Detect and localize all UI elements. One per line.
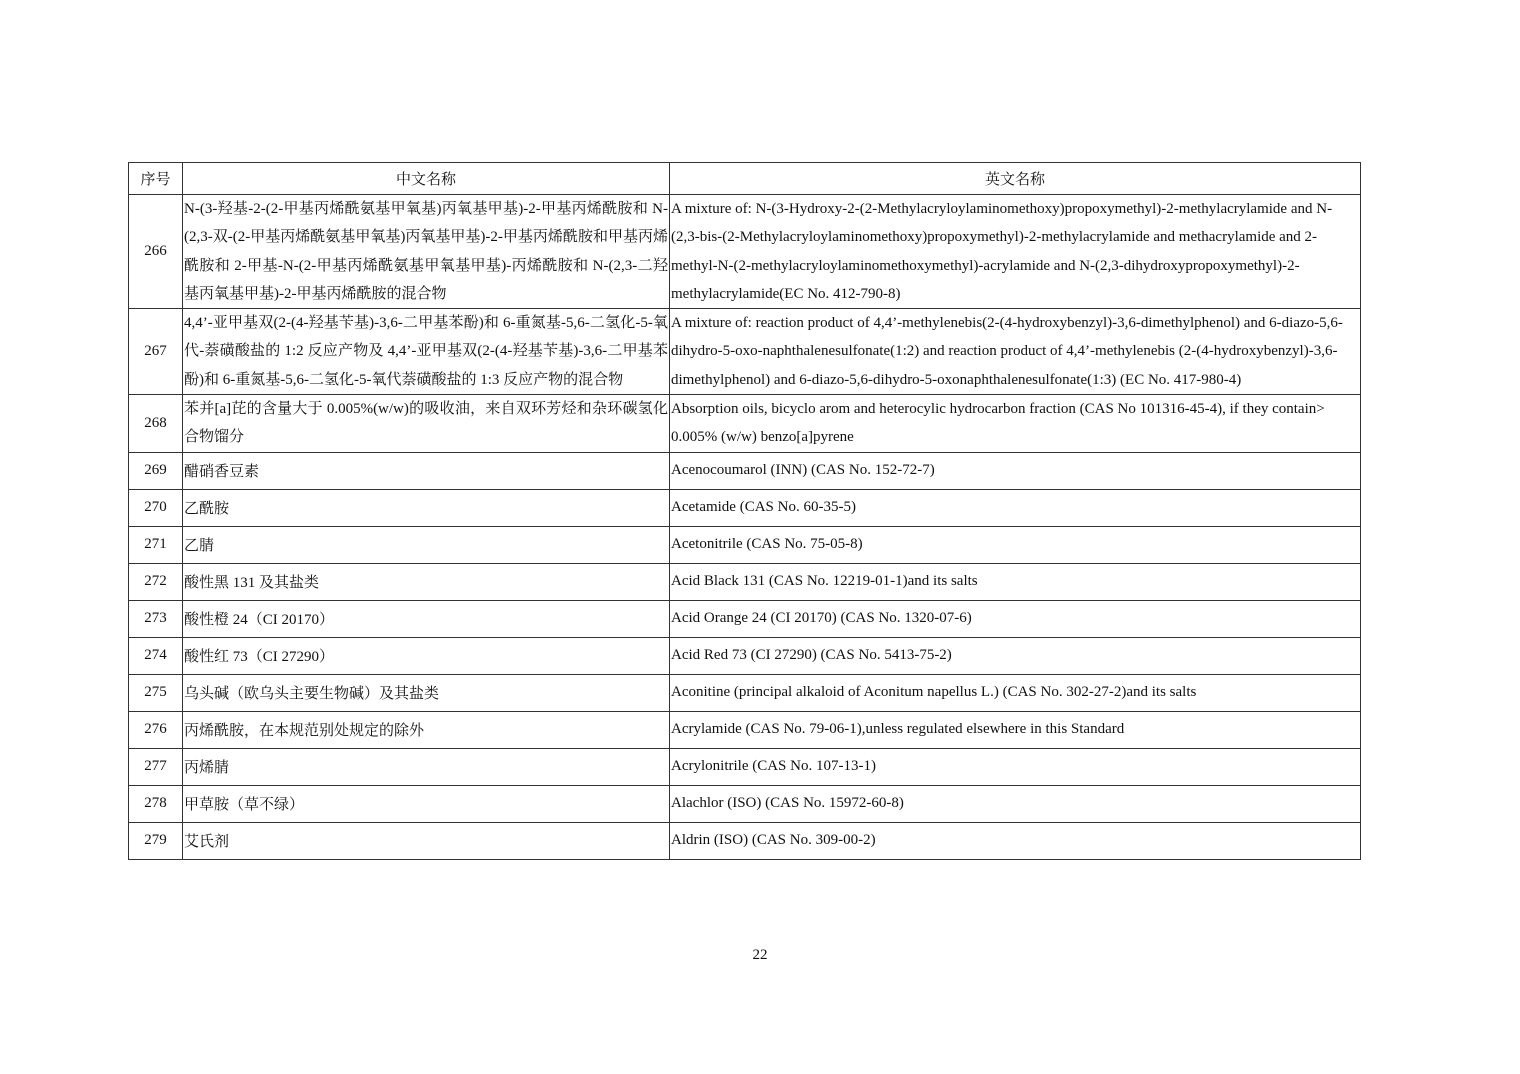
row-english-name: Acrylonitrile (CAS No. 107-13-1) (670, 748, 1361, 785)
row-chinese-name: 酸性红 73（CI 27290） (183, 637, 670, 674)
table-row (129, 489, 1361, 526)
row-english-name: Alachlor (ISO) (CAS No. 15972-60-8) (670, 785, 1361, 822)
table-row (129, 711, 1361, 748)
table-row (129, 637, 1361, 674)
row-chinese-name: N-(3-羟基-2-(2-甲基丙烯酰氨基甲氧基)丙氧基甲基)-2-甲基丙烯酰胺和 N-(2,3-双-(2-甲基丙烯酰氨基甲氧基)丙氧基甲基)-2-甲基丙烯酰胺和甲基丙烯酰胺和 2-甲基-N-(2-甲基丙烯酰氨基甲氧基甲基)-丙烯酰胺和 N-(2,3-二羟基丙氧基甲基)-2-甲基丙烯酰胺的混合物 (183, 195, 670, 309)
row-english-name: A mixture of: N-(3-Hydroxy-2-(2-Methylacryloylaminomethoxy)propoxymethyl)-2-methylacrylamide and N-(2,3-bis-(2-Methylacryloylaminomethoxy)propoxymethyl)-2-methylacrylamide and methacrylamide and 2-methyl-N-(2-methylacryloylaminomethoxymethyl)-acrylamide and N-(2,3-dihydroxypropoxymethyl)-2-methylacrylamide(EC No. 412-790-8) (670, 195, 1361, 309)
row-seq: 270 (129, 489, 183, 526)
table-row (129, 748, 1361, 785)
row-chinese-name: 丙烯酰胺，在本规范别处规定的除外 (183, 711, 670, 748)
header-seq: 序号 (129, 163, 183, 195)
row-seq: 278 (129, 785, 183, 822)
table-row (129, 195, 1361, 309)
row-chinese-name: 醋硝香豆素 (183, 452, 670, 489)
row-chinese-name: 乙酰胺 (183, 489, 670, 526)
row-seq: 276 (129, 711, 183, 748)
table-row (129, 674, 1361, 711)
header-english-name: 英文名称 (670, 163, 1361, 195)
row-chinese-name: 丙烯腈 (183, 748, 670, 785)
row-seq: 277 (129, 748, 183, 785)
table-header-row (129, 163, 1361, 195)
row-english-name: A mixture of: reaction product of 4,4’-methylenebis(2-(4-hydroxybenzyl)-3,6-dimethylphenol) and 6-diazo-5,6-dihydro-5-oxo-naphthalenesulfonate(1:2) and reaction product of 4,4’-methylenebis (2-(4-hydroxybenzyl)-3,6-dimethylphenol) and 6-diazo-5,6-dihydro-5-oxonaphthalenesulfonate(1:3) (EC No. 417-980-4) (670, 309, 1361, 395)
row-english-name: Absorption oils, bicyclo arom and heterocylic hydrocarbon fraction (CAS No 101316-45-4), if they contain> 0.005% (w/w) benzo[a]pyrene (670, 395, 1361, 453)
row-english-name: Aconitine (principal alkaloid of Aconitum napellus L.) (CAS No. 302-27-2)and its salts (670, 674, 1361, 711)
substances-table (128, 162, 1361, 860)
row-chinese-name: 艾氏剂 (183, 822, 670, 859)
row-english-name: Acetonitrile (CAS No. 75-05-8) (670, 526, 1361, 563)
row-english-name: Acid Black 131 (CAS No. 12219-01-1)and its salts (670, 563, 1361, 600)
row-english-name: Acenocoumarol (INN) (CAS No. 152-72-7) (670, 452, 1361, 489)
row-seq: 275 (129, 674, 183, 711)
row-chinese-name: 4,4’-亚甲基双(2-(4-羟基苄基)-3,6-二甲基苯酚)和 6-重氮基-5,6-二氢化-5-氧代-萘磺酸盐的 1:2 反应产物及 4,4’-亚甲基双(2-(4-羟基苄基)-3,6-二甲基苯酚)和 6-重氮基-5,6-二氢化-5-氧代萘磺酸盐的 1:3 反应产物的混合物 (183, 309, 670, 395)
row-chinese-name: 苯并[a]芘的含量大于 0.005%(w/w)的吸收油，来自双环芳烃和杂环碳氢化合物馏分 (183, 395, 670, 453)
row-english-name: Acid Orange 24 (CI 20170) (CAS No. 1320-07-6) (670, 600, 1361, 637)
row-seq: 266 (129, 195, 183, 309)
row-chinese-name: 甲草胺（草不绿） (183, 785, 670, 822)
row-seq: 274 (129, 637, 183, 674)
row-seq: 271 (129, 526, 183, 563)
row-english-name: Acid Red 73 (CI 27290) (CAS No. 5413-75-2) (670, 637, 1361, 674)
row-chinese-name: 酸性橙 24（CI 20170） (183, 600, 670, 637)
table-row (129, 395, 1361, 453)
page-number: 22 (752, 947, 768, 963)
row-chinese-name: 乙腈 (183, 526, 670, 563)
table-row (129, 822, 1361, 859)
row-seq: 279 (129, 822, 183, 859)
table-row (129, 526, 1361, 563)
row-seq: 272 (129, 563, 183, 600)
row-chinese-name: 乌头碱（欧乌头主要生物碱）及其盐类 (183, 674, 670, 711)
row-english-name: Acrylamide (CAS No. 79-06-1),unless regulated elsewhere in this Standard (670, 711, 1361, 748)
table-row (129, 309, 1361, 395)
row-seq: 269 (129, 452, 183, 489)
table-row (129, 563, 1361, 600)
row-seq: 273 (129, 600, 183, 637)
table-row (129, 600, 1361, 637)
table-row (129, 785, 1361, 822)
row-chinese-name: 酸性黑 131 及其盐类 (183, 563, 670, 600)
table-row (129, 452, 1361, 489)
row-english-name: Aldrin (ISO) (CAS No. 309-00-2) (670, 822, 1361, 859)
row-seq: 267 (129, 309, 183, 395)
row-english-name: Acetamide (CAS No. 60-35-5) (670, 489, 1361, 526)
row-seq: 268 (129, 395, 183, 453)
header-chinese-name: 中文名称 (183, 163, 670, 195)
